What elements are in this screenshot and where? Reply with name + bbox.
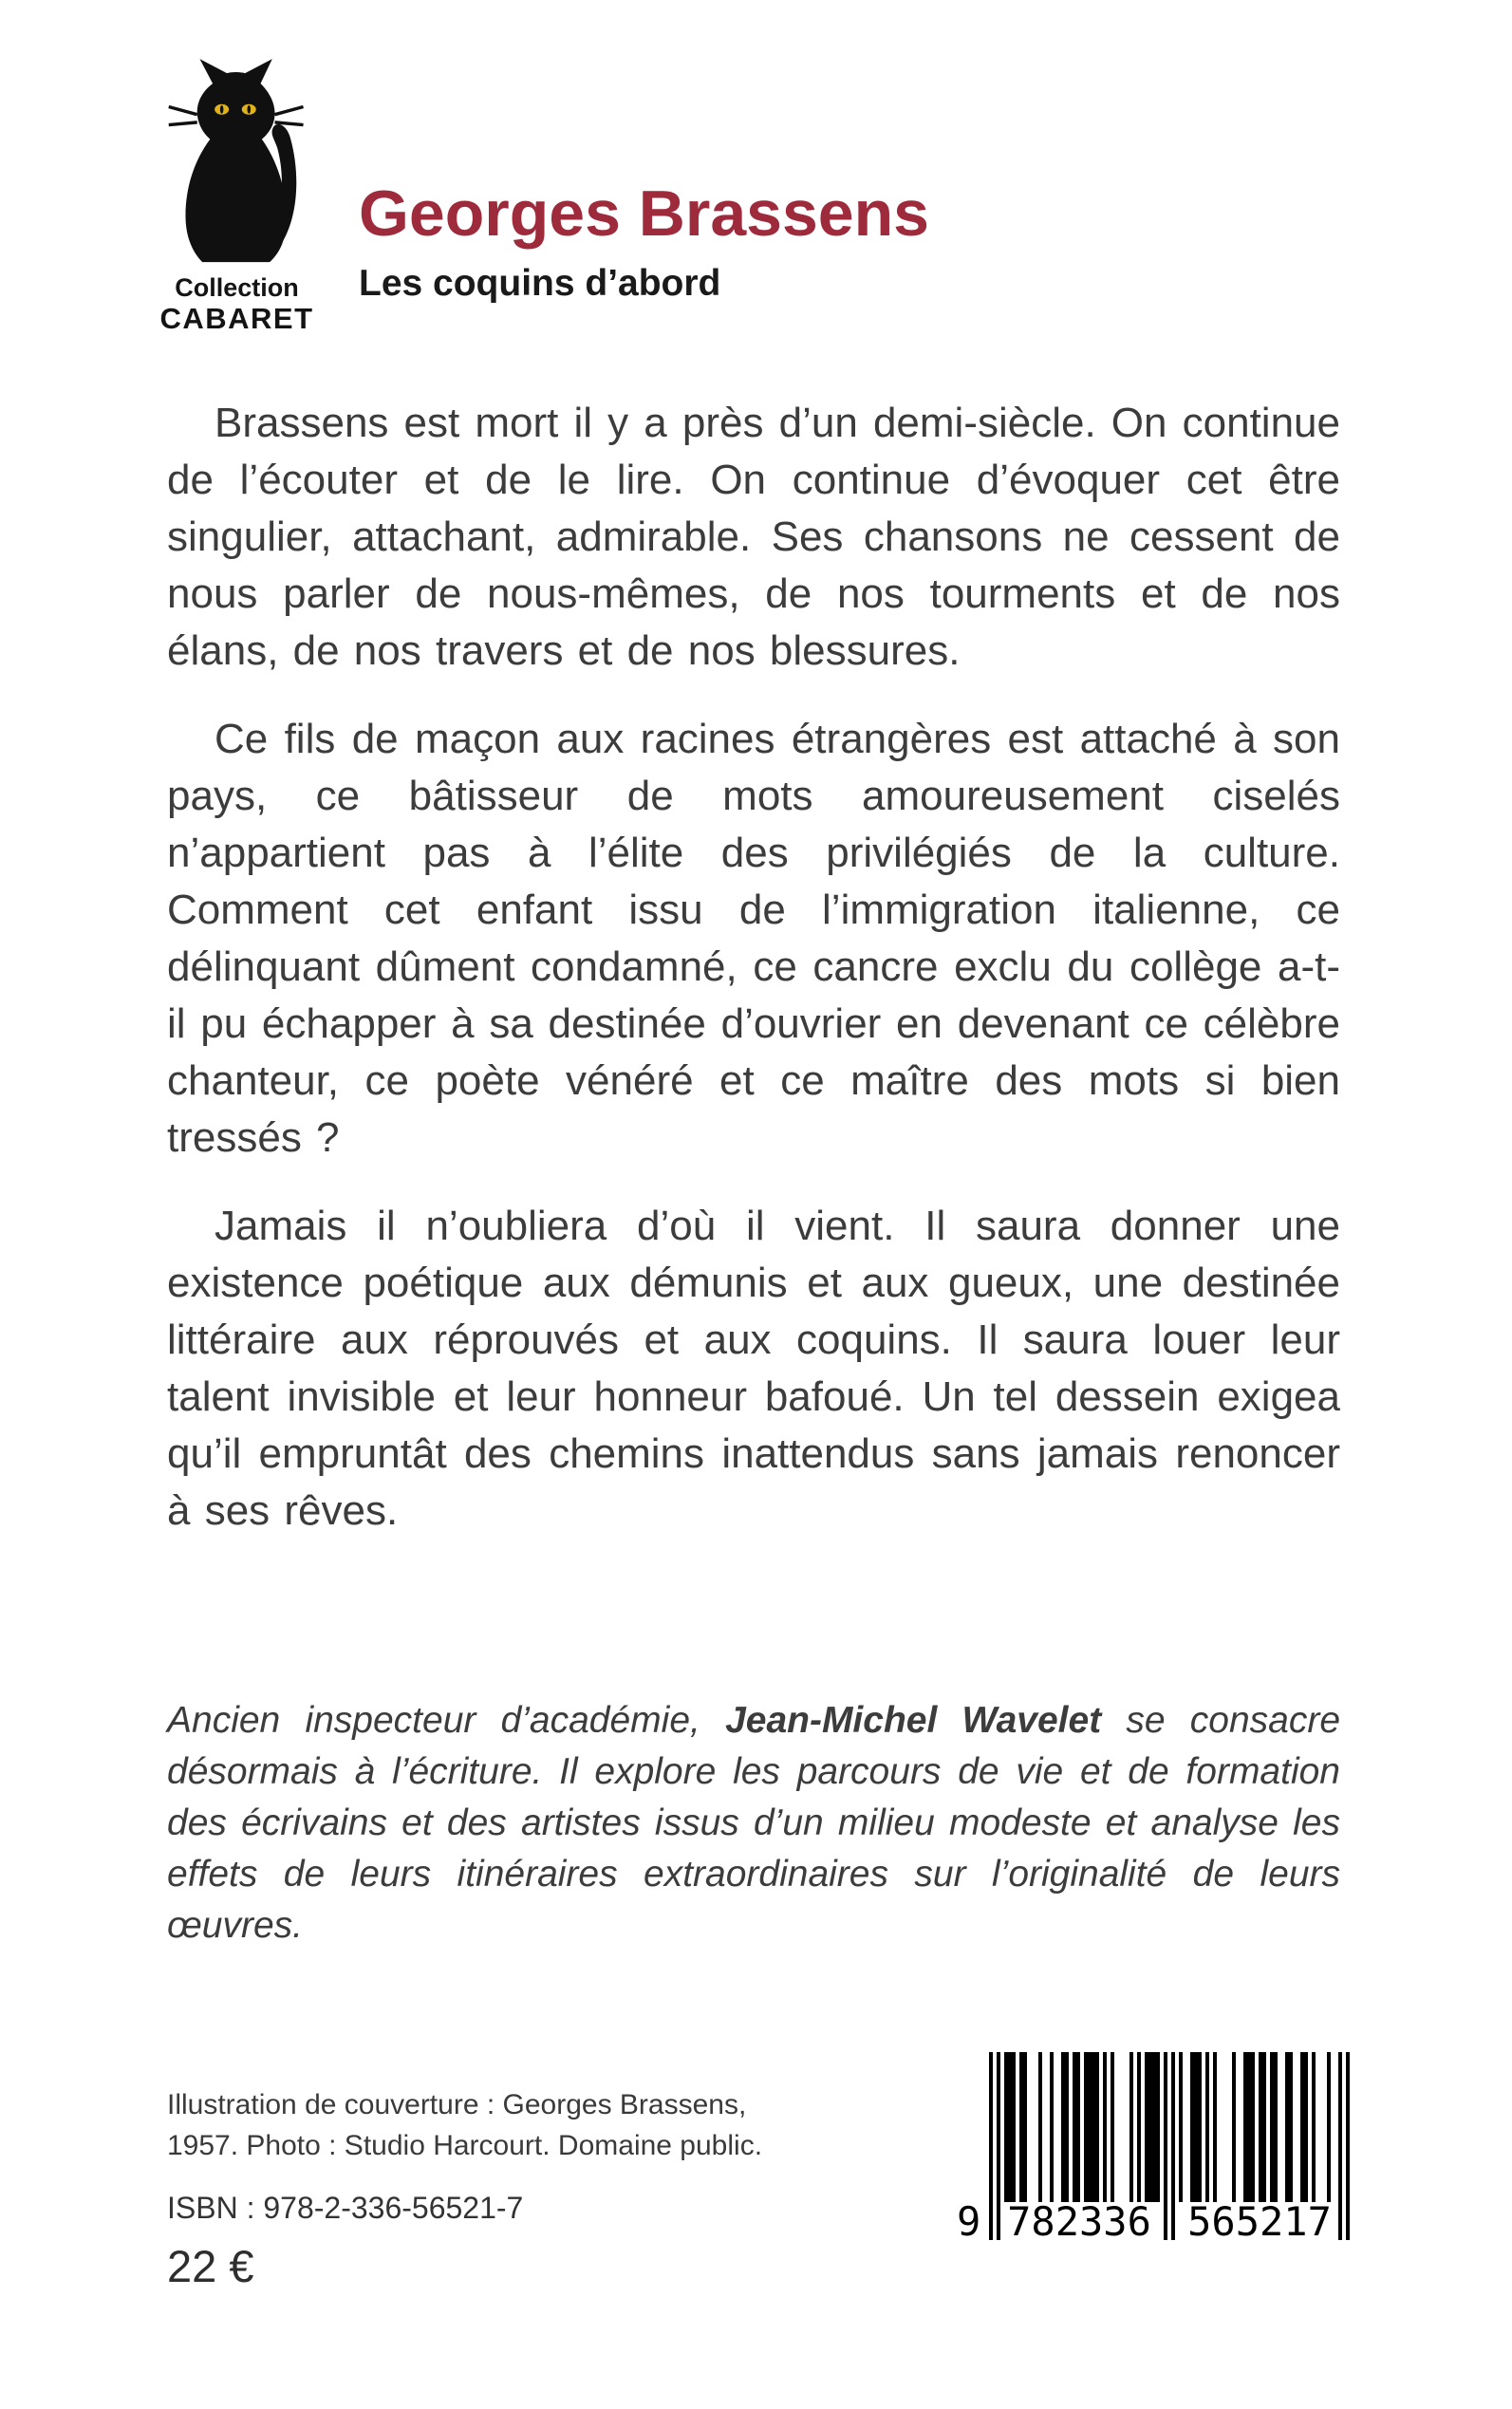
cover-credit <box>167 2084 762 2166</box>
cover-credit-line-2: 1957. Photo : Studio Harcourt. Domaine public. <box>167 2130 763 2161</box>
bio-author-name: Jean-Michel Wavelet <box>725 1700 1102 1741</box>
author-bio <box>167 1695 1340 1951</box>
price-label: 22 € <box>167 2241 254 2291</box>
blurb-paragraph-3: Jamais il n’oubliera d’où il vient. Il saura donner une existence poétique aux démunis et aux gueux, une destinée littéraire aux réprouvés et aux coquins. Il saura louer leur talent invisible et leur honneur bafoué. Un tel dessein exigea qu’il empruntât des chemins inattendus sans jamais renoncer à ses rêves. <box>167 1203 1340 1534</box>
blurb-paragraph-1: Brassens est mort il y a près d’un demi-siècle. On continue de l’écouter et de le lire. On continue d’évoquer cet être singulier, attachant, admirable. Ses chansons ne cessent de nous parler de nous-mêmes, de nos tourments et de nos élans, de nos travers et de nos blessures. <box>167 400 1340 674</box>
collection-label: Collection <box>175 273 299 302</box>
barcode-digit-group-left: 782336 <box>1007 2198 1151 2245</box>
bio-text-end: se consacre désormais à l’écriture. Il explore les parcours de vie et de formation des écrivains et des artistes issus d’un milieu modeste et analyse les effets de leurs itinéraires extraordinaires sur l’originalité de leurs œuvres. <box>167 1700 1341 1946</box>
isbn-label: ISBN : 978-2-336-56521-7 <box>167 2191 524 2225</box>
bio-text-start: Ancien inspecteur d’académie, <box>167 1700 726 1741</box>
barcode <box>957 2052 1350 2255</box>
black-cat-icon <box>166 55 308 272</box>
header <box>359 177 929 305</box>
collection-name-label: CABARET <box>159 301 314 335</box>
barcode-digit-first: 9 <box>957 2198 981 2245</box>
barcode-digits <box>957 2200 1350 2244</box>
book-title: Les coquins d’abord <box>359 263 721 305</box>
collection-logo <box>154 55 320 335</box>
blurb-paragraph-2: Ce fils de maçon aux racines étrangères est attaché à son pays, ce bâtisseur de mots amoureusement ciselés n’appartient pas à l’élite des privilégiés de la culture. Comment cet enfant issu de l’immigration italienne, ce délinquant dûment condamné, ce cancre exclu du collège a-t-il pu échapper à sa destinée d’ouvrier en devenant ce célèbre chanteur, ce poète vénéré et ce maître des mots si bien tressés ? <box>167 716 1340 1161</box>
cover-credit-line-1: Illustration de couverture : Georges Brassens, <box>167 2089 747 2120</box>
blurb <box>167 395 1340 1571</box>
barcode-digit-group-right: 565217 <box>1187 2198 1332 2245</box>
author-name: Georges Brassens <box>359 177 929 250</box>
